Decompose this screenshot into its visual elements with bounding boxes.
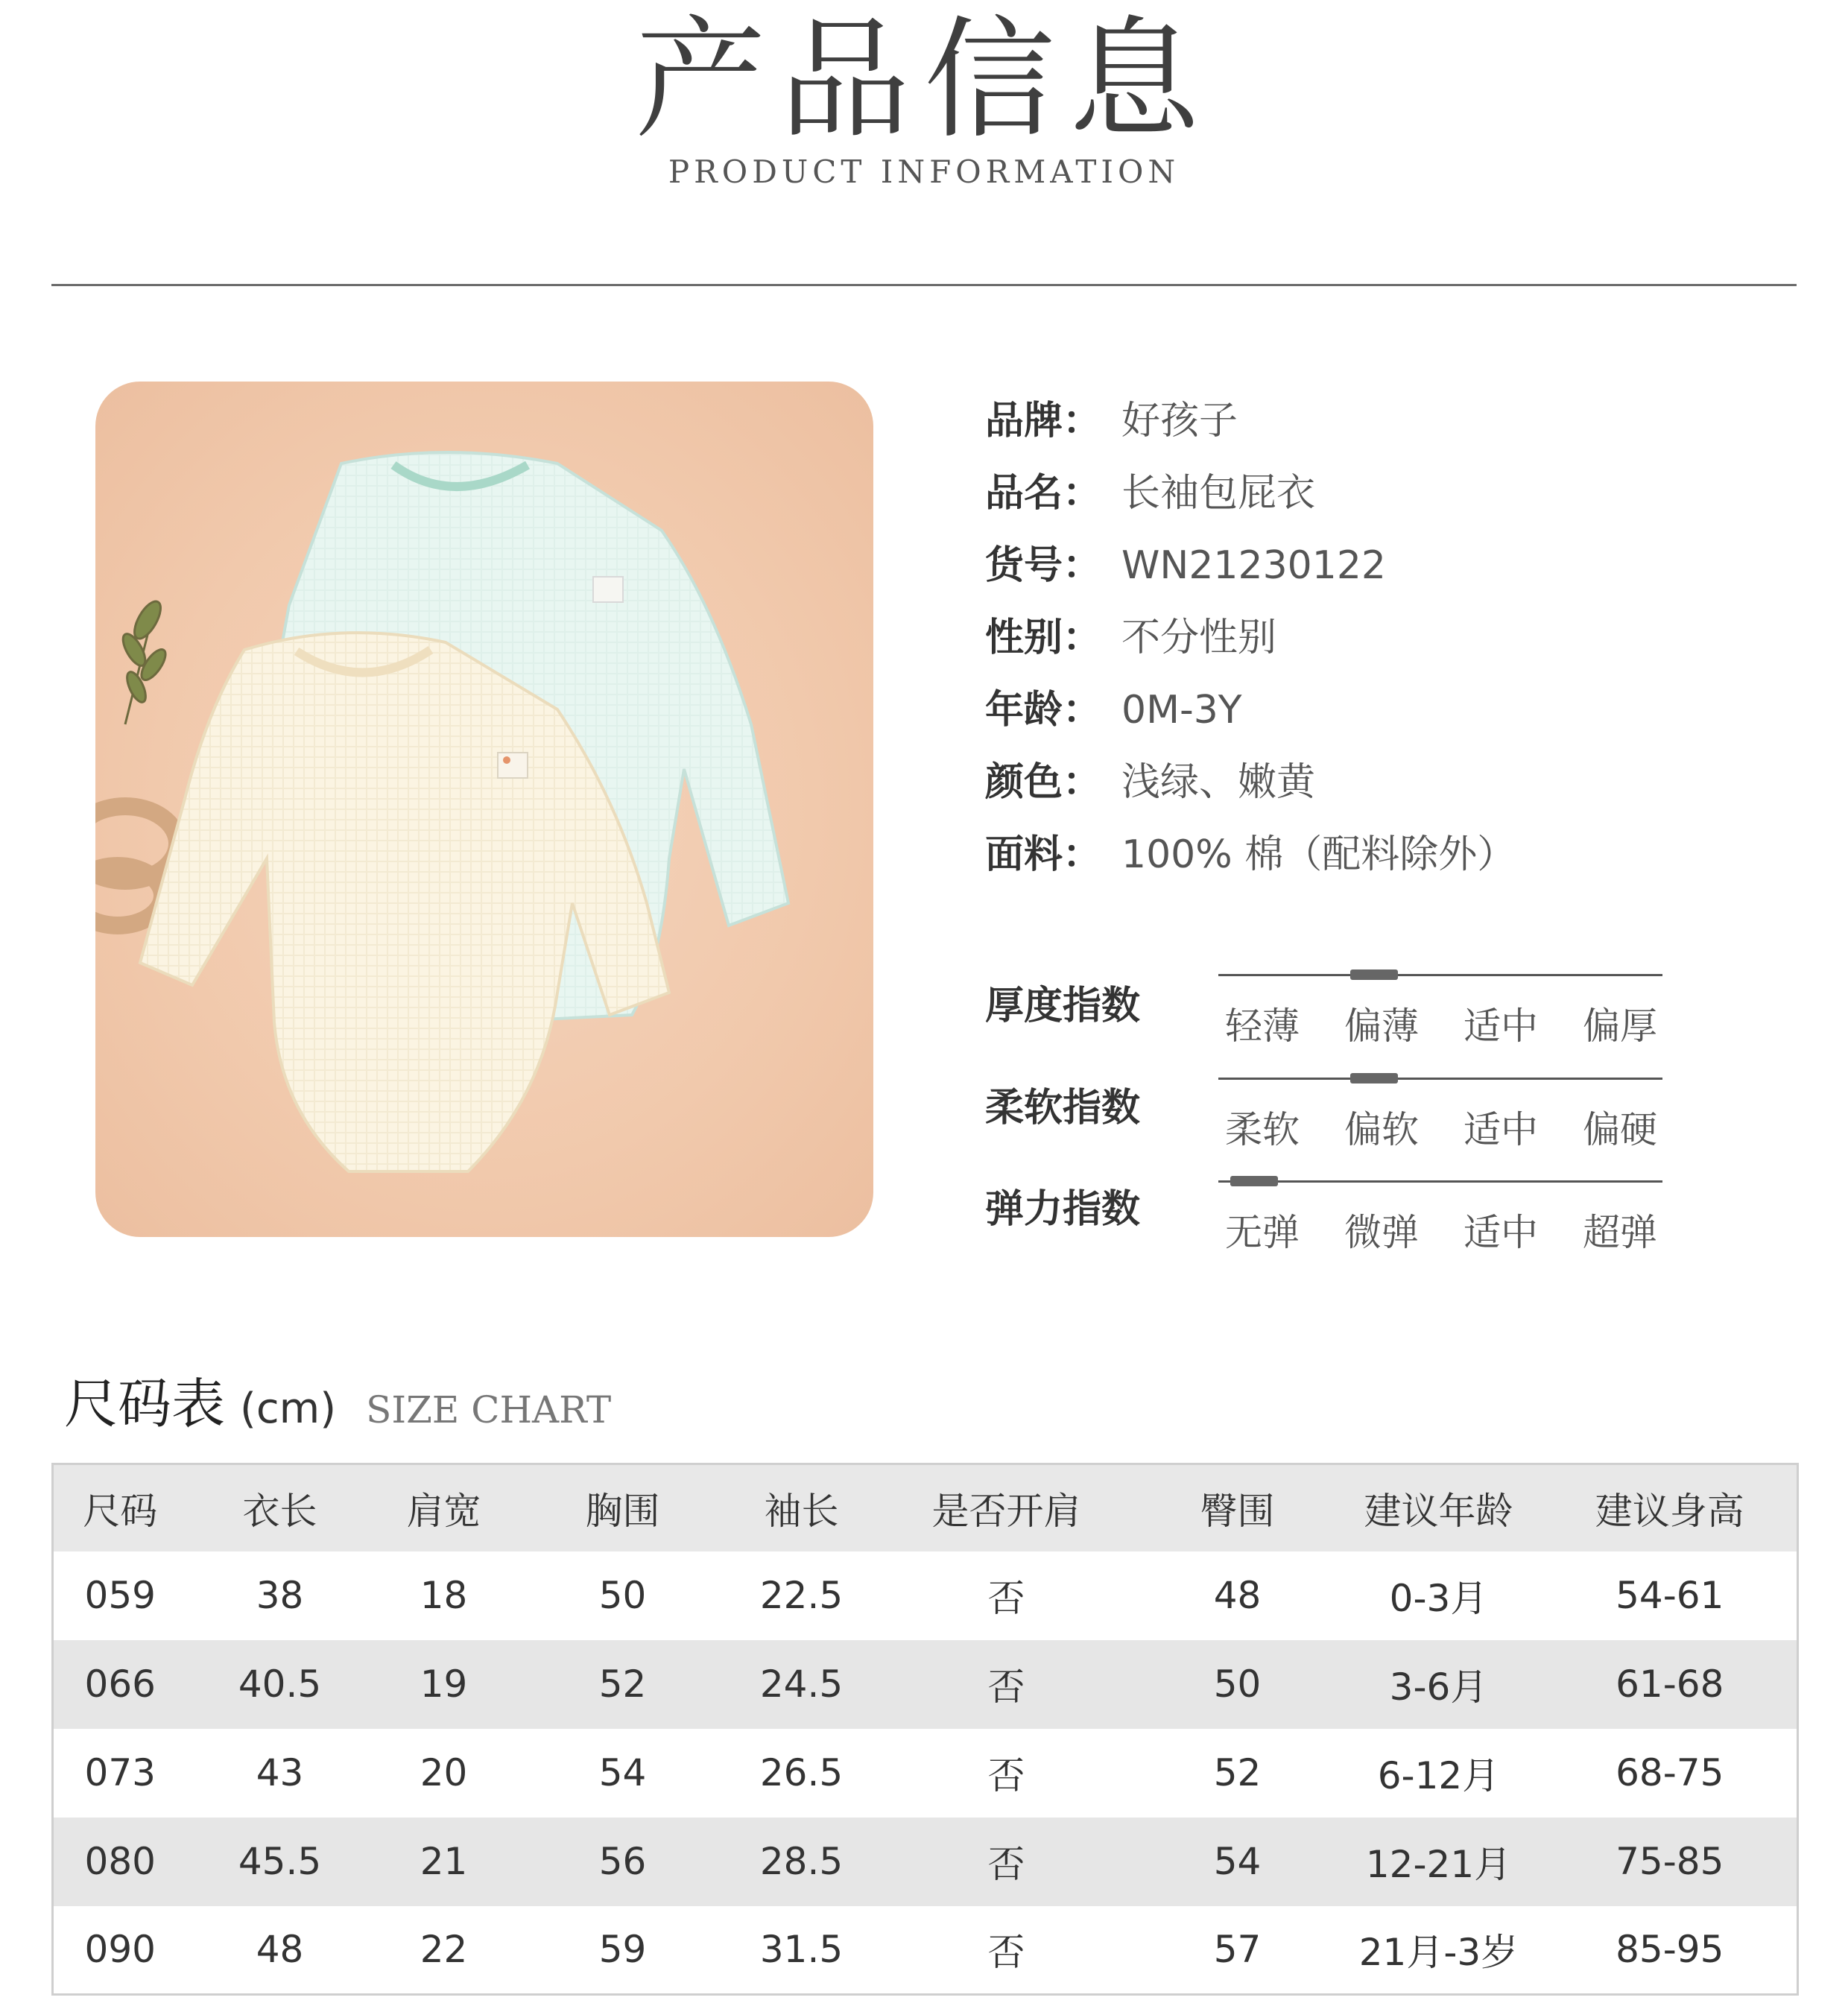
size-chart-heading (64, 1361, 611, 1438)
table-cell: 50 (598, 1574, 647, 1617)
size-chart-unit: (cm) (240, 1385, 337, 1433)
table-cell: 否 (987, 1754, 1025, 1797)
table-cell: 85-95 (1616, 1928, 1724, 1972)
table-cell: 21 (420, 1840, 468, 1883)
index-option: 偏硬 (1583, 1108, 1657, 1151)
table-cell: 40.5 (238, 1663, 322, 1706)
info-key: 颜色： (985, 760, 1102, 805)
table-row (53, 1640, 1798, 1729)
page-title: 产品信息 (634, 4, 1213, 156)
table-cell: 21月-3岁 (1358, 1931, 1519, 1975)
index-option: 适中 (1463, 1108, 1538, 1151)
info-key: 品牌： (985, 399, 1102, 443)
table-cell: 59 (598, 1928, 647, 1972)
index-option: 适中 (1463, 1211, 1538, 1254)
index-marker (1350, 1073, 1398, 1083)
index-option: 微弹 (1344, 1211, 1419, 1254)
page-subtitle: PRODUCT INFORMATION (668, 154, 1180, 190)
info-value: 100% 棉（配料除外） (1121, 832, 1516, 877)
info-key: 性别： (985, 616, 1102, 660)
table-cell: 52 (1213, 1751, 1262, 1794)
column-header: 建议身高 (1595, 1489, 1744, 1533)
index-option: 超弹 (1583, 1211, 1657, 1254)
table-cell: 6-12月 (1377, 1754, 1500, 1797)
info-value: 好孩子 (1121, 399, 1238, 443)
table-cell: 45.5 (238, 1840, 322, 1883)
table-cell: 48 (256, 1928, 304, 1972)
table-cell: 12-21月 (1365, 1843, 1512, 1886)
table-cell: 31.5 (759, 1928, 844, 1972)
table-cell: 75-85 (1616, 1840, 1724, 1883)
table-cell: 54 (1213, 1840, 1262, 1883)
index-option: 偏厚 (1583, 1005, 1657, 1048)
table-cell: 57 (1213, 1928, 1262, 1972)
table-cell: 066 (84, 1663, 156, 1706)
info-value: WN21230122 (1121, 543, 1386, 588)
column-header: 肩宽 (406, 1489, 481, 1533)
table-cell: 26.5 (759, 1751, 844, 1794)
table-cell: 19 (420, 1663, 468, 1706)
index-option: 柔软 (1225, 1108, 1300, 1151)
table-cell: 059 (84, 1574, 156, 1617)
index-marker (1230, 1176, 1278, 1186)
column-header: 尺码 (83, 1489, 158, 1533)
table-cell: 50 (1213, 1663, 1262, 1706)
table-cell: 54 (598, 1751, 647, 1794)
table-cell: 24.5 (759, 1663, 844, 1706)
info-value: 不分性别 (1121, 616, 1277, 660)
table-cell: 38 (256, 1574, 304, 1617)
table-cell: 否 (987, 1843, 1025, 1886)
table-cell: 61-68 (1616, 1663, 1724, 1706)
index-label: 柔软指数 (985, 1086, 1141, 1130)
table-row (53, 1551, 1798, 1640)
column-header: 胸围 (585, 1489, 660, 1533)
index-option: 轻薄 (1225, 1005, 1300, 1048)
column-header: 建议年龄 (1364, 1489, 1513, 1533)
info-key: 品名： (985, 471, 1102, 516)
index-option: 无弹 (1225, 1211, 1300, 1254)
info-key: 货号： (985, 543, 1102, 588)
header-divider (51, 284, 1797, 286)
index-option: 偏软 (1344, 1108, 1419, 1151)
table-header-row (53, 1464, 1798, 1551)
info-value: 0M-3Y (1121, 688, 1242, 733)
table-cell: 090 (84, 1928, 156, 1972)
index-marker (1350, 969, 1398, 980)
column-header: 袖长 (764, 1489, 839, 1533)
column-header: 臀围 (1200, 1489, 1275, 1533)
table-row (53, 1729, 1798, 1818)
table-cell: 68-75 (1616, 1751, 1724, 1794)
info-key: 面料： (985, 832, 1102, 877)
column-header: 是否开肩 (931, 1489, 1081, 1533)
table-cell: 28.5 (759, 1840, 844, 1883)
table-cell: 22 (420, 1928, 468, 1972)
table-cell: 否 (987, 1931, 1025, 1975)
table-cell: 56 (598, 1840, 647, 1883)
info-value: 浅绿、嫩黄 (1121, 760, 1316, 805)
table-row (53, 1906, 1798, 1995)
table-cell: 080 (84, 1840, 156, 1883)
size-chart-title: 尺码表 (64, 1373, 226, 1435)
info-key: 年龄： (985, 688, 1102, 733)
table-cell: 43 (256, 1751, 304, 1794)
table-cell: 18 (420, 1574, 468, 1617)
index-option: 适中 (1463, 1005, 1538, 1048)
table-cell: 073 (84, 1751, 156, 1794)
size-chart-table (51, 1463, 1799, 1996)
leaf-decoration (118, 598, 170, 724)
table-cell: 3-6月 (1389, 1665, 1488, 1709)
index-option: 偏薄 (1344, 1005, 1419, 1048)
index-label: 厚度指数 (985, 984, 1141, 1028)
index-label: 弹力指数 (985, 1187, 1141, 1232)
info-value: 长袖包屁衣 (1121, 471, 1316, 516)
table-cell: 22.5 (759, 1574, 844, 1617)
product-photo (95, 382, 873, 1237)
table-cell: 20 (420, 1751, 468, 1794)
table-cell: 否 (987, 1665, 1025, 1709)
column-header: 衣长 (242, 1489, 317, 1533)
table-cell: 48 (1213, 1574, 1262, 1617)
table-cell: 54-61 (1616, 1574, 1724, 1617)
table-row (53, 1818, 1798, 1906)
table-cell: 0-3月 (1389, 1577, 1488, 1620)
index-scale-line (1218, 1180, 1662, 1183)
table-cell: 52 (598, 1663, 647, 1706)
table-cell: 否 (987, 1577, 1025, 1620)
index-scale-line (1218, 1078, 1662, 1080)
index-scale-line (1218, 974, 1662, 976)
size-chart-title-en: SIZE CHART (366, 1388, 612, 1432)
